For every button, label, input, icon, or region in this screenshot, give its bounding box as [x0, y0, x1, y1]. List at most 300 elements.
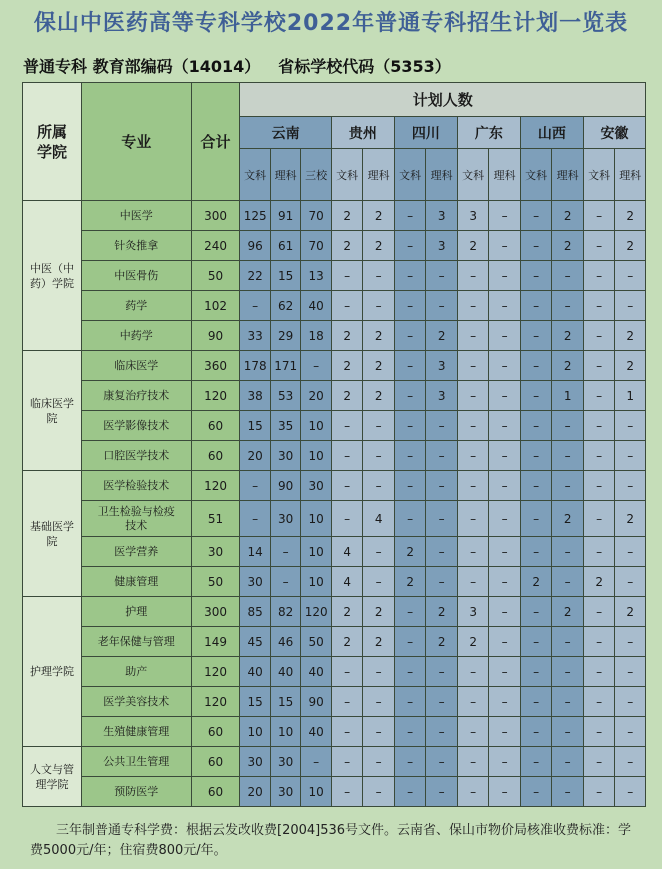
subject-header: 理科 — [615, 149, 646, 201]
plan-cell: – — [520, 627, 552, 657]
plan-cell: – — [489, 747, 521, 777]
plan-cell: – — [489, 627, 521, 657]
plan-cell: – — [489, 687, 521, 717]
plan-cell: – — [615, 657, 646, 687]
plan-cell: 46 — [270, 627, 300, 657]
plan-cell: – — [363, 717, 395, 747]
subject-header: 文科 — [457, 149, 489, 201]
plan-cell: – — [520, 777, 552, 807]
plan-cell: 2 — [363, 627, 395, 657]
plan-cell: – — [520, 351, 552, 381]
total-cell: 102 — [191, 291, 240, 321]
plan-cell: – — [363, 747, 395, 777]
table-row — [23, 201, 646, 231]
plan-cell: 2 — [394, 567, 426, 597]
plan-cell: 2 — [552, 597, 584, 627]
tuition-note: 三年制普通专科学费：根据云发改收费[2004]536号文件。云南省、保山市物价局核准收费标准：学费5000元/年；住宿费800元/年。 — [30, 823, 632, 858]
plan-cell: – — [615, 291, 646, 321]
plan-cell: 2 — [331, 597, 363, 627]
plan-cell: 2 — [552, 351, 584, 381]
major-cell: 卫生检验与检疫技术 — [81, 501, 191, 537]
plan-cell: – — [552, 261, 584, 291]
plan-header: 计划人数 — [240, 83, 646, 117]
plan-cell: – — [615, 717, 646, 747]
plan-cell: 2 — [331, 351, 363, 381]
plan-cell: 2 — [426, 597, 458, 627]
plan-cell: – — [520, 747, 552, 777]
plan-cell: 13 — [301, 261, 331, 291]
total-cell: 120 — [191, 471, 240, 501]
plan-cell: 3 — [426, 201, 458, 231]
plan-cell: 85 — [240, 597, 270, 627]
plan-cell: – — [331, 687, 363, 717]
table-row — [23, 291, 646, 321]
total-cell: 360 — [191, 351, 240, 381]
plan-cell: 10 — [240, 717, 270, 747]
department-cell: 临床医学院 — [23, 351, 82, 471]
plan-cell: – — [457, 747, 489, 777]
plan-cell: – — [394, 291, 426, 321]
plan-cell: 125 — [240, 201, 270, 231]
plan-cell: 2 — [615, 201, 646, 231]
plan-cell: 2 — [552, 501, 584, 537]
plan-cell: 40 — [301, 717, 331, 747]
table-row — [23, 441, 646, 471]
plan-cell: – — [615, 441, 646, 471]
plan-cell: – — [520, 291, 552, 321]
plan-cell: 4 — [331, 567, 363, 597]
plan-cell: – — [331, 411, 363, 441]
major-cell: 医学检验技术 — [81, 471, 191, 501]
plan-cell: – — [583, 537, 615, 567]
plan-cell: – — [552, 657, 584, 687]
plan-cell: 22 — [240, 261, 270, 291]
ministry-code: 普通专科 教育部编码（14014） — [23, 57, 261, 76]
major-cell: 公共卫生管理 — [81, 747, 191, 777]
plan-cell: – — [363, 471, 395, 501]
major-cell: 健康管理 — [81, 567, 191, 597]
plan-cell: – — [331, 747, 363, 777]
plan-cell: – — [489, 537, 521, 567]
plan-cell: – — [457, 411, 489, 441]
plan-cell: – — [552, 537, 584, 567]
plan-cell: – — [426, 501, 458, 537]
plan-cell: – — [457, 657, 489, 687]
plan-cell: – — [457, 351, 489, 381]
plan-cell: 178 — [240, 351, 270, 381]
subject-header: 理科 — [426, 149, 458, 201]
total-cell: 300 — [191, 597, 240, 627]
plan-cell: 10 — [301, 411, 331, 441]
plan-cell: 20 — [240, 777, 270, 807]
major-cell: 医学影像技术 — [81, 411, 191, 441]
major-cell: 助产 — [81, 657, 191, 687]
major-cell: 药学 — [81, 291, 191, 321]
plan-cell: – — [363, 441, 395, 471]
major-cell: 中医骨伤 — [81, 261, 191, 291]
plan-cell: – — [270, 567, 300, 597]
table-row — [23, 537, 646, 567]
plan-cell: 90 — [301, 687, 331, 717]
plan-cell: – — [331, 471, 363, 501]
plan-cell: 2 — [331, 231, 363, 261]
plan-cell: – — [615, 471, 646, 501]
plan-cell: – — [583, 471, 615, 501]
plan-cell: 90 — [270, 471, 300, 501]
major-cell: 老年保健与管理 — [81, 627, 191, 657]
subject-header: 理科 — [489, 149, 521, 201]
plan-cell: – — [394, 321, 426, 351]
table-row — [23, 471, 646, 501]
plan-cell: – — [583, 411, 615, 441]
plan-cell: 40 — [301, 657, 331, 687]
plan-cell: – — [457, 381, 489, 411]
plan-cell: – — [426, 657, 458, 687]
plan-cell: – — [270, 537, 300, 567]
plan-cell: 1 — [615, 381, 646, 411]
plan-cell: 2 — [552, 201, 584, 231]
plan-cell: 82 — [270, 597, 300, 627]
plan-cell: 171 — [270, 351, 300, 381]
plan-cell: – — [394, 777, 426, 807]
plan-cell: 2 — [552, 321, 584, 351]
plan-cell: 33 — [240, 321, 270, 351]
plan-cell: 2 — [363, 231, 395, 261]
total-header: 合计 — [191, 83, 240, 201]
plan-cell: – — [331, 501, 363, 537]
total-cell: 120 — [191, 687, 240, 717]
subject-header: 文科 — [331, 149, 363, 201]
plan-cell: 40 — [301, 291, 331, 321]
total-cell: 60 — [191, 717, 240, 747]
plan-cell: – — [552, 627, 584, 657]
province-header: 云南 — [240, 117, 331, 149]
major-cell: 临床医学 — [81, 351, 191, 381]
plan-cell: 20 — [240, 441, 270, 471]
plan-cell: 3 — [426, 351, 458, 381]
plan-cell: – — [457, 501, 489, 537]
plan-cell: – — [240, 471, 270, 501]
plan-cell: – — [394, 231, 426, 261]
plan-cell: 2 — [520, 567, 552, 597]
plan-cell: – — [615, 687, 646, 717]
subject-header: 文科 — [240, 149, 270, 201]
plan-cell: – — [552, 411, 584, 441]
plan-cell: 30 — [270, 747, 300, 777]
plan-cell: 3 — [457, 201, 489, 231]
plan-cell: 2 — [457, 231, 489, 261]
plan-cell: 2 — [363, 351, 395, 381]
plan-cell: 2 — [457, 627, 489, 657]
total-cell: 50 — [191, 567, 240, 597]
plan-cell: 10 — [301, 777, 331, 807]
plan-cell: – — [426, 687, 458, 717]
plan-cell: 2 — [363, 597, 395, 627]
plan-cell: – — [489, 441, 521, 471]
plan-cell: – — [394, 717, 426, 747]
plan-cell: – — [552, 717, 584, 747]
plan-cell: – — [552, 471, 584, 501]
plan-cell: 2 — [331, 627, 363, 657]
plan-cell: – — [552, 291, 584, 321]
total-cell: 300 — [191, 201, 240, 231]
plan-cell: 62 — [270, 291, 300, 321]
major-cell: 医学美容技术 — [81, 687, 191, 717]
plan-cell: – — [240, 501, 270, 537]
table-row — [23, 777, 646, 807]
plan-cell: – — [457, 687, 489, 717]
plan-cell: – — [583, 627, 615, 657]
plan-cell: – — [583, 261, 615, 291]
plan-cell: 4 — [363, 501, 395, 537]
subject-header: 理科 — [552, 149, 584, 201]
plan-cell: – — [426, 291, 458, 321]
plan-cell: – — [331, 261, 363, 291]
plan-cell: – — [583, 351, 615, 381]
plan-cell: – — [520, 717, 552, 747]
plan-cell: 10 — [301, 537, 331, 567]
table-row — [23, 627, 646, 657]
plan-cell: – — [489, 717, 521, 747]
plan-cell: 15 — [270, 261, 300, 291]
plan-cell: 35 — [270, 411, 300, 441]
plan-cell: 2 — [615, 597, 646, 627]
total-cell: 120 — [191, 657, 240, 687]
table-row — [23, 657, 646, 687]
plan-cell: 2 — [394, 537, 426, 567]
plan-cell: 29 — [270, 321, 300, 351]
plan-cell: – — [583, 687, 615, 717]
total-cell: 60 — [191, 777, 240, 807]
plan-cell: 10 — [301, 567, 331, 597]
total-cell: 90 — [191, 321, 240, 351]
plan-cell: – — [331, 777, 363, 807]
plan-cell: – — [583, 201, 615, 231]
province-header: 贵州 — [331, 117, 394, 149]
plan-cell: – — [394, 261, 426, 291]
plan-cell: – — [489, 351, 521, 381]
major-cell: 护理 — [81, 597, 191, 627]
plan-cell: 2 — [426, 321, 458, 351]
province-code: 省标学校代码（5353） — [278, 57, 451, 76]
plan-cell: – — [489, 501, 521, 537]
plan-cell: – — [520, 537, 552, 567]
major-cell: 中药学 — [81, 321, 191, 351]
plan-cell: 18 — [301, 321, 331, 351]
plan-cell: – — [394, 657, 426, 687]
plan-cell: 2 — [615, 501, 646, 537]
total-cell: 50 — [191, 261, 240, 291]
plan-cell: – — [457, 471, 489, 501]
province-header: 广东 — [457, 117, 520, 149]
plan-cell: 96 — [240, 231, 270, 261]
plan-cell: 40 — [270, 657, 300, 687]
major-header: 专业 — [81, 83, 191, 201]
plan-cell: 10 — [301, 501, 331, 537]
plan-cell: 38 — [240, 381, 270, 411]
plan-cell: – — [583, 717, 615, 747]
plan-cell: – — [583, 381, 615, 411]
major-cell: 医学营养 — [81, 537, 191, 567]
table-row — [23, 231, 646, 261]
plan-cell: – — [426, 411, 458, 441]
plan-cell: 3 — [426, 381, 458, 411]
plan-cell: – — [457, 291, 489, 321]
plan-cell: 3 — [426, 231, 458, 261]
total-cell: 51 — [191, 501, 240, 537]
plan-cell: – — [331, 441, 363, 471]
table-row — [23, 351, 646, 381]
plan-cell: – — [520, 321, 552, 351]
table-row — [23, 261, 646, 291]
plan-cell: – — [363, 687, 395, 717]
plan-cell: – — [489, 321, 521, 351]
plan-cell: – — [457, 717, 489, 747]
total-cell: 240 — [191, 231, 240, 261]
subject-header: 文科 — [583, 149, 615, 201]
subject-header: 理科 — [270, 149, 300, 201]
plan-cell: 120 — [301, 597, 331, 627]
plan-cell: 2 — [615, 321, 646, 351]
plan-cell: – — [552, 777, 584, 807]
total-cell: 60 — [191, 441, 240, 471]
plan-cell: – — [552, 567, 584, 597]
plan-cell: 2 — [583, 567, 615, 597]
plan-cell: – — [363, 657, 395, 687]
plan-cell: – — [520, 411, 552, 441]
plan-cell: – — [615, 627, 646, 657]
plan-cell: – — [426, 777, 458, 807]
subject-header: 理科 — [363, 149, 395, 201]
plan-cell: – — [301, 351, 331, 381]
plan-cell: – — [394, 597, 426, 627]
plan-cell: – — [426, 471, 458, 501]
table-row — [23, 717, 646, 747]
plan-cell: – — [426, 261, 458, 291]
plan-cell: 3 — [457, 597, 489, 627]
school-codes — [23, 54, 469, 77]
plan-cell: – — [426, 717, 458, 747]
plan-cell: 15 — [240, 411, 270, 441]
major-cell: 中医学 — [81, 201, 191, 231]
plan-cell: – — [394, 687, 426, 717]
subject-header: 文科 — [394, 149, 426, 201]
plan-cell: – — [394, 747, 426, 777]
plan-cell: – — [394, 381, 426, 411]
plan-cell: – — [394, 471, 426, 501]
plan-cell: – — [457, 261, 489, 291]
plan-cell: – — [457, 567, 489, 597]
plan-cell: – — [520, 597, 552, 627]
plan-cell: – — [363, 567, 395, 597]
plan-cell: – — [394, 627, 426, 657]
plan-cell: – — [520, 261, 552, 291]
plan-cell: 2 — [363, 201, 395, 231]
plan-cell: – — [520, 657, 552, 687]
plan-cell: – — [394, 411, 426, 441]
department-cell: 中医（中药）学院 — [23, 201, 82, 351]
plan-cell: 2 — [363, 381, 395, 411]
plan-cell: – — [583, 321, 615, 351]
total-cell: 60 — [191, 747, 240, 777]
plan-cell: – — [520, 381, 552, 411]
total-cell: 60 — [191, 411, 240, 441]
plan-cell: – — [520, 687, 552, 717]
plan-cell: 30 — [301, 471, 331, 501]
plan-cell: 2 — [552, 231, 584, 261]
plan-cell: 30 — [240, 747, 270, 777]
plan-cell: – — [426, 441, 458, 471]
plan-cell: – — [520, 201, 552, 231]
plan-cell: – — [583, 291, 615, 321]
plan-cell: 30 — [270, 441, 300, 471]
plan-cell: 20 — [301, 381, 331, 411]
plan-cell: – — [394, 201, 426, 231]
plan-cell: – — [615, 777, 646, 807]
plan-cell: 61 — [270, 231, 300, 261]
major-cell: 预防医学 — [81, 777, 191, 807]
plan-cell: – — [457, 321, 489, 351]
plan-cell: – — [394, 351, 426, 381]
total-cell: 149 — [191, 627, 240, 657]
plan-cell: – — [489, 231, 521, 261]
plan-cell: – — [489, 777, 521, 807]
major-cell: 生殖健康管理 — [81, 717, 191, 747]
major-cell: 口腔医学技术 — [81, 441, 191, 471]
plan-cell: – — [394, 441, 426, 471]
plan-cell: 2 — [331, 381, 363, 411]
dept-header: 所属学院 — [23, 83, 82, 201]
major-cell: 针灸推拿 — [81, 231, 191, 261]
department-cell: 护理学院 — [23, 597, 82, 747]
plan-cell: 70 — [301, 231, 331, 261]
plan-cell: – — [457, 777, 489, 807]
plan-cell: 45 — [240, 627, 270, 657]
total-cell: 120 — [191, 381, 240, 411]
table-row — [23, 687, 646, 717]
plan-cell: – — [301, 747, 331, 777]
page-title: 保山中医药高等专科学校2022年普通专科招生计划一览表 — [33, 11, 629, 36]
plan-cell: 10 — [270, 717, 300, 747]
plan-cell: – — [489, 657, 521, 687]
plan-cell: – — [489, 381, 521, 411]
subject-header: 三校 — [301, 149, 331, 201]
table-row — [23, 597, 646, 627]
plan-cell: 2 — [615, 231, 646, 261]
plan-cell: – — [615, 537, 646, 567]
plan-cell: 30 — [270, 501, 300, 537]
plan-cell: – — [489, 411, 521, 441]
plan-cell: – — [583, 501, 615, 537]
department-cell: 基础医学院 — [23, 471, 82, 597]
plan-cell: – — [520, 501, 552, 537]
plan-cell: 2 — [331, 201, 363, 231]
province-header: 四川 — [394, 117, 457, 149]
province-header: 安徽 — [583, 117, 645, 149]
plan-cell: – — [426, 537, 458, 567]
plan-cell: – — [615, 261, 646, 291]
plan-cell: – — [489, 567, 521, 597]
plan-cell: – — [520, 441, 552, 471]
plan-cell: – — [615, 747, 646, 777]
plan-cell: 10 — [301, 441, 331, 471]
plan-cell: – — [583, 597, 615, 627]
plan-cell: 2 — [615, 351, 646, 381]
plan-cell: 15 — [240, 687, 270, 717]
plan-cell: 1 — [552, 381, 584, 411]
province-header: 山西 — [520, 117, 583, 149]
plan-cell: 14 — [240, 537, 270, 567]
